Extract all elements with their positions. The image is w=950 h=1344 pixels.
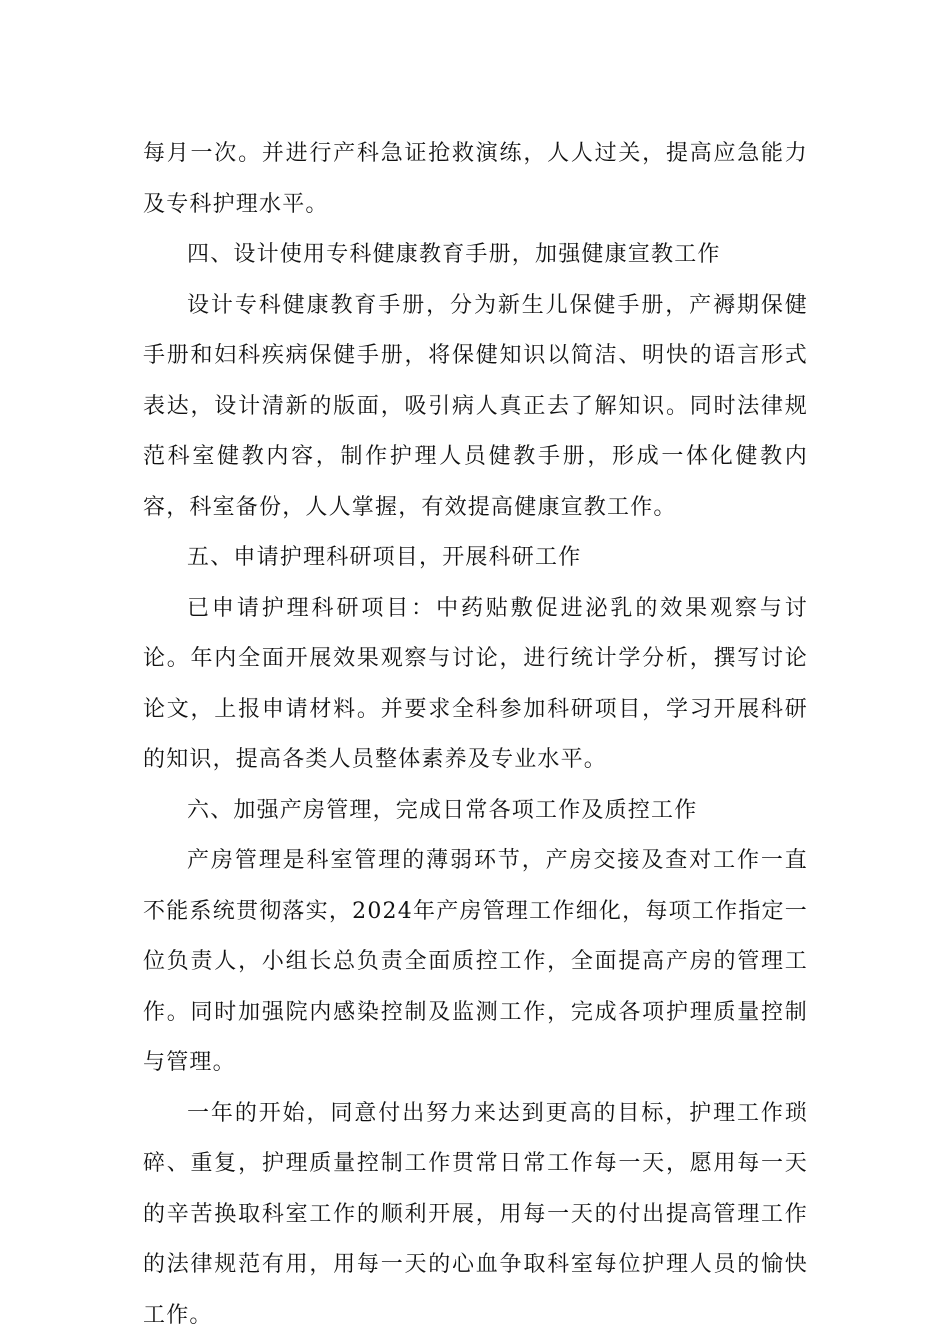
section-heading-4: 四、设计使用专科健康教育手册，加强健康宣教工作 [187, 242, 721, 267]
section-heading-6: 六、加强产房管理，完成日常各项工作及质控工作 [187, 797, 698, 823]
paragraph-conclusion: 一年的开始，同意付出努力来达到更高的目标，护理工作琐碎、重复，护理质量控制工作贯常日常工作每一天，愿用每一天的辛苦换取科室工作的顺利开展，用每一天的付出提高管理工作的法律规范有用，用每一天的心血争取科室每位护理人员的愉快工作。 [143, 1100, 808, 1328]
document-body [143, 129, 808, 1341]
paragraph-research: 已申请护理科研项目：中药贴敷促进泌乳的效果观察与讨论。年内全面开展效果观察与讨论，进行统计学分析，撰写讨论论文，上报申请材料。并要求全科参加科研项目，学习开展科研的知识，提高各类人员整体素养及专业水平。 [143, 595, 808, 772]
paragraph-health-education: 设计专科健康教育手册，分为新生儿保健手册，产褥期保健手册和妇科疾病保健手册，将保健知识以简洁、明快的语言形式表达，设计清新的版面，吸引病人真正去了解知识。同时法律规范科室健教内容，制作护理人员健教手册，形成一体化健教内容，科室备份，人人掌握，有效提高健康宣教工作。 [143, 292, 808, 520]
paragraph-delivery-room: 产房管理是科室管理的薄弱环节，产房交接及查对工作一直不能系统贯彻落实，2024年产房管理工作细化，每项工作指定一位负责人，小组长总负责全面质控工作，全面提高产房的管理工作。同时加强院内感染控制及监测工作，完成各项护理质量控制与管理。 [143, 848, 808, 1075]
paragraph-continuation: 每月一次。并进行产科急证抢救演练，人人过关，提高应急能力及专科护理水平。 [143, 141, 808, 217]
section-heading-5: 五、申请护理科研项目，开展科研工作 [187, 545, 582, 570]
